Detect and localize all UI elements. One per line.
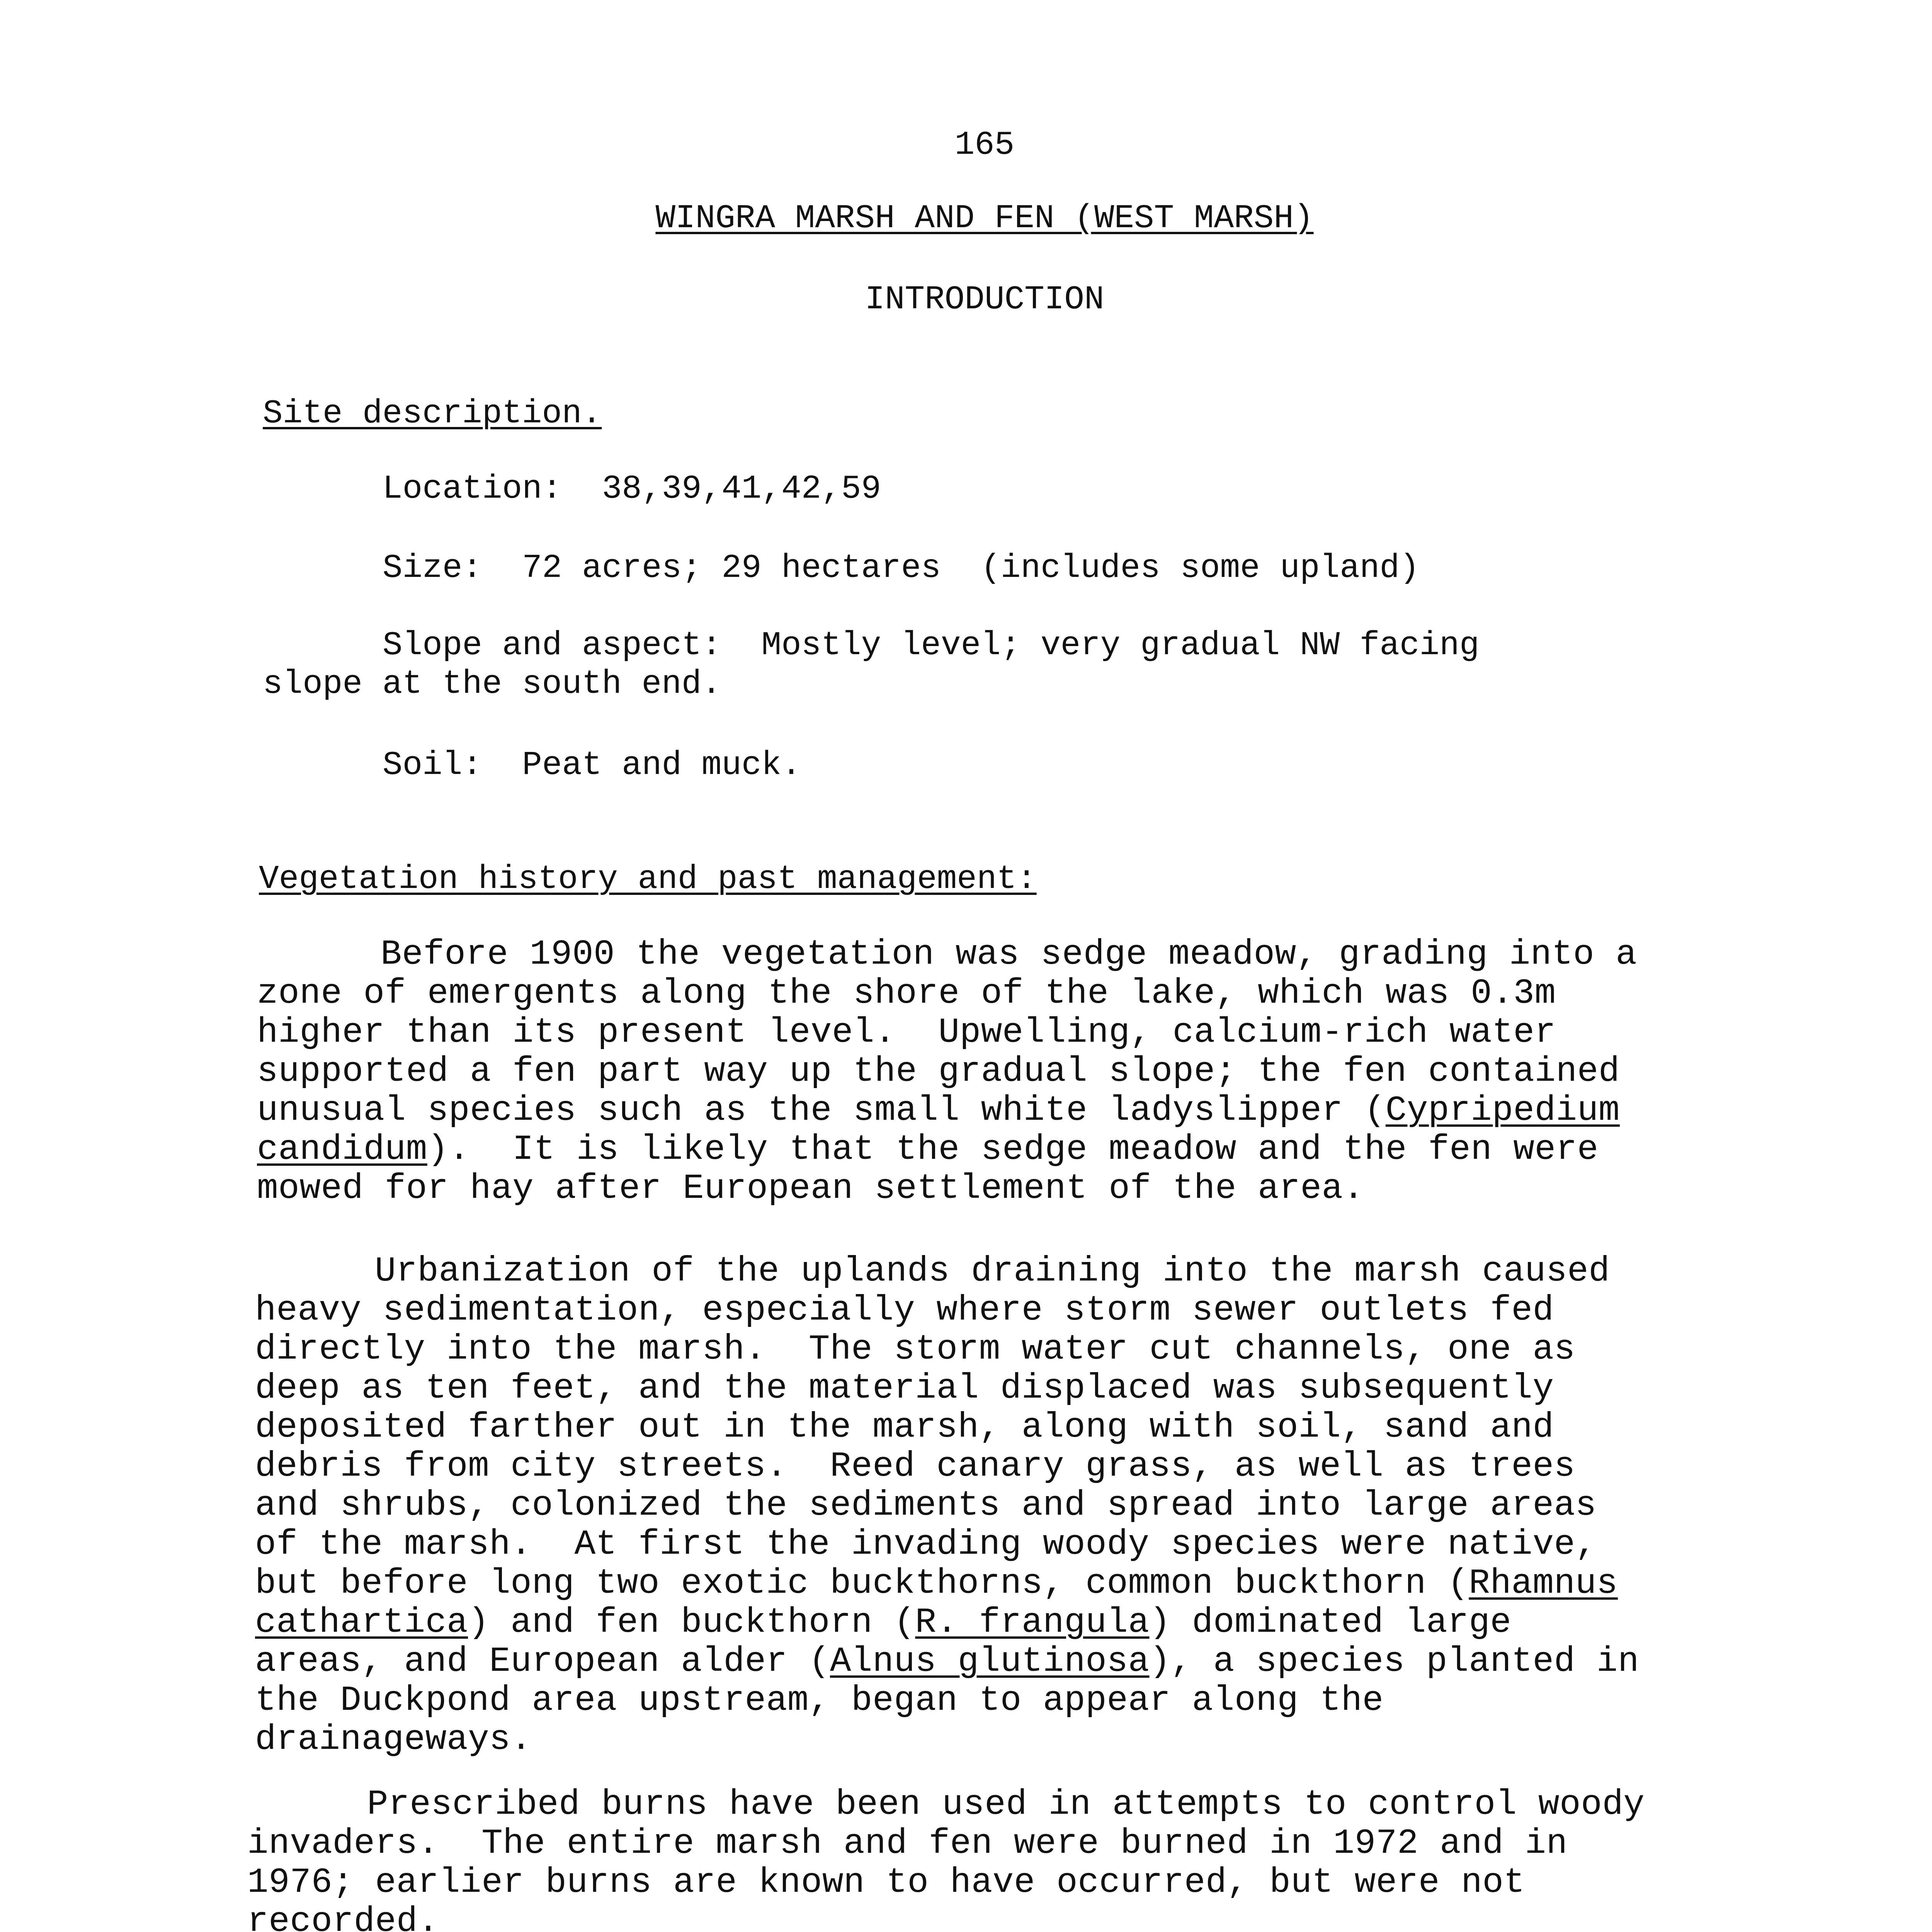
p2-line-4: deep as ten feet, and the material displaced was subsequently (255, 1369, 1554, 1408)
species-candidum: candidum (257, 1130, 427, 1170)
p2-line-11 (255, 1642, 1639, 1681)
p2-line-11-text: areas, and European alder ( (255, 1642, 830, 1682)
p2-line-12: the Duckpond area upstream, began to appear along the (255, 1681, 1384, 1721)
vegetation-history-heading-text: Vegetation history and past management: (259, 860, 1037, 898)
p1-line-2: zone of emergents along the shore of the lake, which was 0.3m (257, 974, 1556, 1014)
page-number: 165 (954, 126, 1015, 164)
p2-line-2: heavy sedimentation, especially where storm sewer outlets fed (255, 1291, 1554, 1330)
species-r-frangula: R. frangula (915, 1603, 1150, 1643)
p2-line-8: of the marsh. At first the invading woody species were native, (255, 1525, 1597, 1565)
site-description-heading-text: Site description. (263, 395, 602, 432)
size-line: Size: 72 acres; 29 hectares (includes some upland) (383, 549, 1420, 587)
p2-line-10-text: ) and fen buckthorn ( (468, 1603, 915, 1643)
paragraph-1 (257, 935, 1637, 1208)
p2-line-7: and shrubs, colonized the sediments and spread into large areas (255, 1486, 1597, 1526)
p3-line-2: invaders. The entire marsh and fen were burned in 1972 and in (247, 1824, 1568, 1864)
p3-line-3: 1976; earlier burns are known to have occurred, but were not (247, 1863, 1525, 1903)
species-cathartica: cathartica (255, 1603, 468, 1643)
p1-line-6 (257, 1130, 1637, 1169)
p2-line-10-tail: ) dominated large (1149, 1603, 1512, 1643)
slope-line-1: Slope and aspect: Mostly level; very gradual NW facing (383, 626, 1480, 664)
p2-line-9 (255, 1564, 1639, 1603)
paragraph-2 (255, 1252, 1639, 1759)
p1-line-4: supported a fen part way up the gradual slope; the fen contained (257, 1052, 1620, 1092)
p1-line-6-text: ). It is likely that the sedge meadow and the fen were (427, 1130, 1599, 1170)
p1-line-3: higher than its present level. Upwelling, calcium-rich water (257, 1013, 1556, 1053)
p2-line-10 (255, 1603, 1639, 1642)
p3-line-1: Prescribed burns have been used in attempts to control woody (367, 1785, 1645, 1825)
species-rhamnus: Rhamnus (1469, 1564, 1618, 1604)
paragraph-3 (247, 1785, 1645, 1932)
p2-line-1: Urbanization of the uplands draining into the marsh caused (375, 1252, 1610, 1291)
site-description-heading (263, 394, 602, 433)
soil-line: Soil: Peat and muck. (383, 746, 801, 784)
species-cypripedium: Cypripedium (1385, 1091, 1620, 1131)
species-alnus-glutinosa: Alnus glutinosa (830, 1642, 1150, 1682)
section-heading: INTRODUCTION (865, 281, 1104, 318)
p2-line-9-text: but before long two exotic buckthorns, common buckthorn ( (255, 1564, 1469, 1604)
p1-line-7: mowed for hay after European settlement of the area. (257, 1169, 1364, 1209)
p2-line-11-tail: ), a species planted in (1149, 1642, 1639, 1682)
p2-line-6: debris from city streets. Reed canary grass, as well as trees (255, 1447, 1575, 1486)
p2-line-13: drainageways. (255, 1720, 532, 1760)
slope-line-2: slope at the south end. (263, 665, 721, 703)
location-line: Location: 38,39,41,42,59 (383, 470, 881, 508)
p3-line-4: recorded. (247, 1902, 439, 1932)
document-title-text: WINGRA MARSH AND FEN (WEST MARSH) (655, 199, 1314, 237)
p2-line-3: directly into the marsh. The storm water cut channels, one as (255, 1330, 1575, 1369)
p1-line-5 (257, 1091, 1637, 1130)
vegetation-history-heading (259, 860, 1037, 898)
p2-line-5: deposited farther out in the marsh, along with soil, sand and (255, 1408, 1554, 1447)
p1-line-1: Before 1900 the vegetation was sedge meadow, grading into a (381, 935, 1637, 975)
p1-line-5-text: unusual species such as the small white ladyslipper ( (257, 1091, 1386, 1131)
document-title (0, 199, 1932, 238)
